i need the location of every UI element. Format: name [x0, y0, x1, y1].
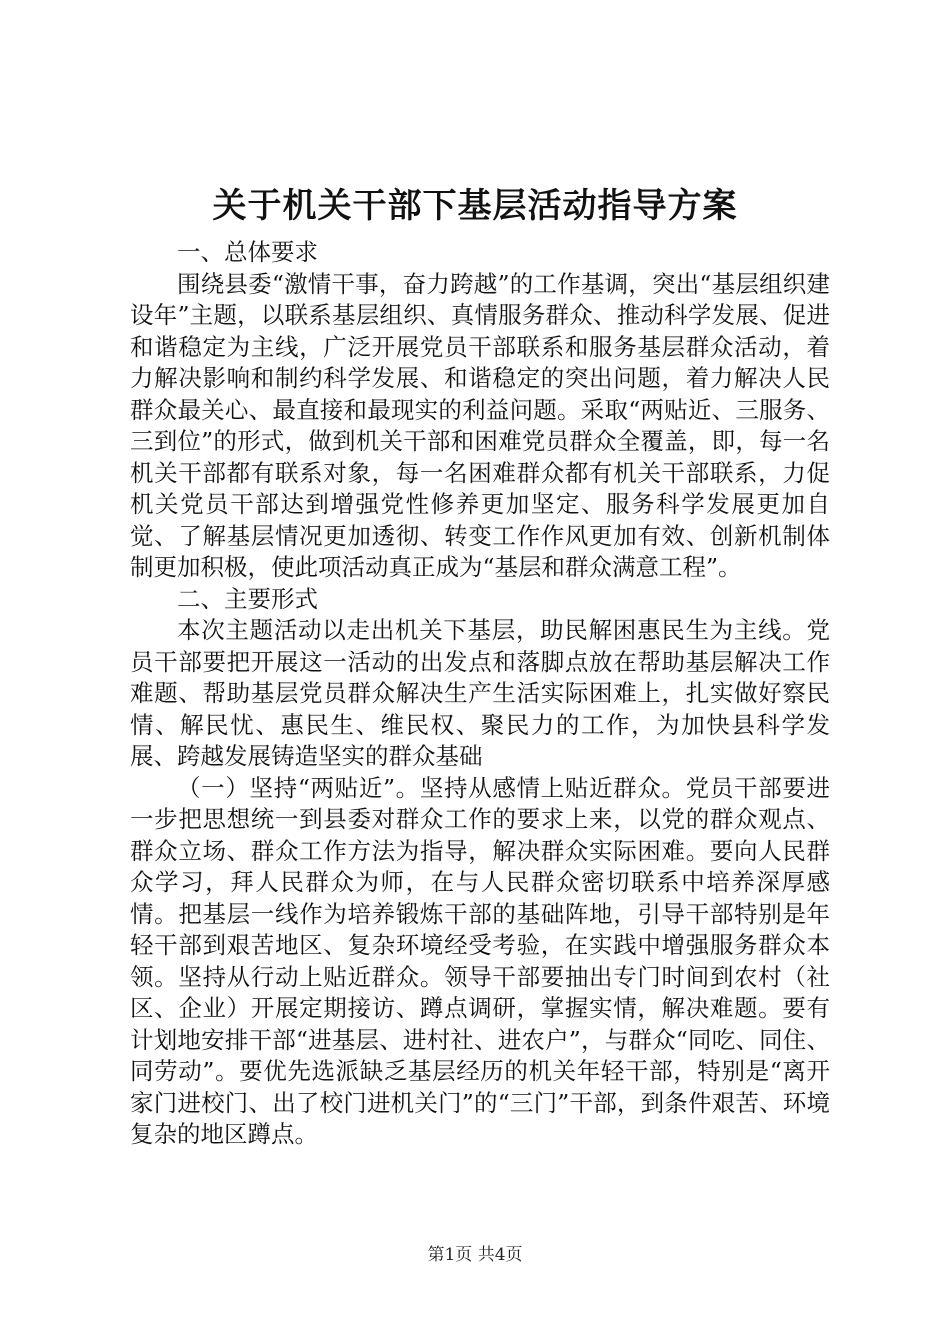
section-heading-general-requirements: 一、总体要求: [177, 238, 318, 266]
page-number-footer: 第1页 共4页: [427, 1245, 523, 1265]
document-title: 关于机关干部下基层活动指导方案: [212, 186, 738, 226]
section-heading-main-forms: 二、主要形式: [177, 584, 318, 613]
paragraph-general-requirements: 围绕县委“激情干事，奋力跨越”的工作基调，突出“基层组织建设年”主题，以联系基层组织、真情服务群众、推动科学发展、促进和谐稳定为主线，广泛开展党员干部联系和服务基层群众活动，着力解决影响和制约科学发展、和谐稳定的突出问题，着力解决人民群众最关心、最直接和最现实的利益问题。采取“两贴近、三服务、三到位”的形式，做到机关干部和困难党员群众全覆盖，即，每一名机关干部都有联系对象，每一名困难群众都有机关干部联系，力促机关党员干部达到增强党性修养更加坚定、服务科学发展更加自觉、了解基层情况更加透彻、转变工作作风更加有效、创新机制体制更加积极，使此项活动真正成为“基层和群众满意工程”。: [130, 269, 830, 581]
paragraph-main-forms-intro: 本次主题活动以走出机关下基层，助民解困惠民生为主线。党员干部要把开展这一活动的出发点和落脚点放在帮助基层解决工作难题、帮助基层党员群众解决生产生活实际困难上，扎实做好察民情、解民忧、惠民生、维民权、聚民力的工作，为加快县科学发展、跨越发展铸造坚实的群众基础: [130, 616, 830, 770]
document-body: [130, 237, 830, 1151]
paragraph-two-closeness: （一）坚持“两贴近”。坚持从感情上贴近群众。党员干部要进一步把思想统一到县委对群众工作的要求上来，以党的群众观点、群众立场、群众工作方法为指导，解决群众实际困难。要向人民群众学习，拜人民群众为师，在与人民群众密切联系中培养深厚感情。把基层一线作为培养锻炼干部的基础阵地，引导干部特别是年轻干部到艰苦地区、复杂环境经受考验，在实践中增强服务群众本领。坚持从行动上贴近群众。领导干部要抽出专门时间到农村（社区、企业）开展定期接访、蹲点调研，掌握实情，解决难题。要有计划地安排干部“进基层、进村社、进农户”，与群众“同吃、同住、同劳动”。要优先选派缺乏基层经历的机关年轻干部，特别是“离开家门进校门、出了校门进机关门”的“三门”干部，到条件艰苦、环境复杂的地区蹲点。: [130, 773, 830, 1148]
